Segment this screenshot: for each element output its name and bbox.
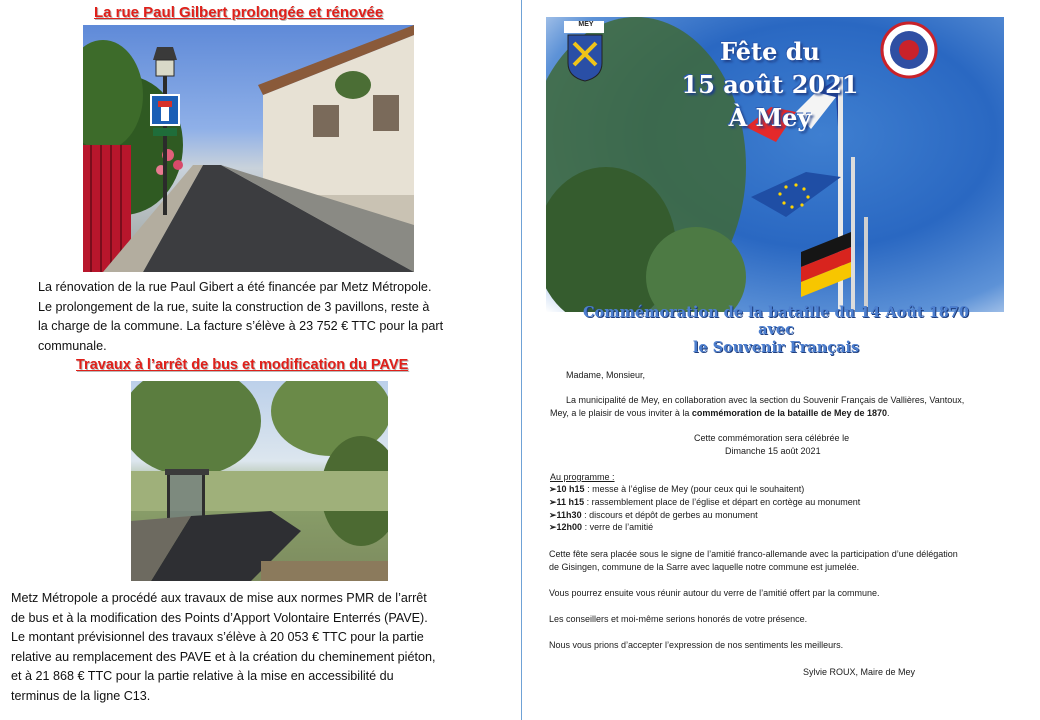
program-text: : discours et dépôt de gerbes au monument: [581, 509, 758, 520]
letter-conseillers-paragraph: Les conseillers et moi-même serions honorés de votre présence.: [549, 614, 808, 624]
program-item: [549, 521, 860, 534]
program-title: Au programme :: [550, 472, 615, 482]
paragraph-line: relative au remplacement des PAVE et à la création du cheminement piéton,: [11, 649, 436, 664]
poster-subtitle-line-1: Commémoration de la bataille du 14 Août 1870: [583, 304, 969, 321]
program-item: [549, 496, 860, 509]
program-time: 12h00: [556, 522, 583, 533]
arrow-bullet-icon: ➢: [549, 484, 557, 494]
letter-line: de Gisingen, commune de la Sarre avec laquelle notre commune est jumelée.: [549, 561, 860, 572]
letter-intro-text: Mey, a le plaisir de vous inviter à la: [550, 407, 692, 418]
program-text: : messe à l’église de Mey (pour ceux qui le souhaitent): [584, 484, 805, 494]
arrow-bullet-icon: ➢: [549, 509, 557, 520]
paragraph-line: de bus et à la modification des Points d’Apport Volontaire Enterrés (PAVE).: [11, 610, 428, 625]
paragraph-line: communale.: [38, 338, 107, 353]
program-time: 10 h15: [556, 484, 585, 494]
arrow-bullet-icon: ➢: [549, 522, 557, 533]
program-text: : rassemblement place de l’église et départ en cortège au monument: [584, 496, 861, 507]
letter-intro-line: La municipalité de Mey, en collaboration avec la section du Souvenir Français de Vallières, Vantoux,: [566, 395, 965, 405]
column-divider: [521, 0, 522, 720]
poster-subtitle-line-3: le Souvenir Français: [692, 339, 860, 356]
poster-title-line-1: Fête du: [720, 37, 820, 66]
paragraph-rue-paul-gilbert: [38, 278, 508, 356]
letter-celebrated: Cette commémoration sera célébrée le: [694, 433, 850, 443]
letter-fete-paragraph: [549, 548, 1019, 574]
street-photo-illustration: [83, 25, 414, 272]
program-text: : verre de l’amitié: [582, 522, 654, 533]
paragraph-line: La rénovation de la rue Paul Gibert a été financée par Metz Métropole.: [38, 280, 432, 294]
letter-intro: [550, 394, 1010, 420]
paragraph-line: Le montant prévisionnel des travaux s’élève à 20 053 € TTC pour la partie: [11, 630, 424, 644]
arrow-bullet-icon: ➢: [549, 496, 557, 507]
bus-stop-illustration: [131, 381, 388, 581]
program-time: 11 h15: [556, 496, 585, 507]
letter-date: Dimanche 15 août 2021: [725, 446, 821, 456]
heading-rue-paul-gilbert: La rue Paul Gilbert prolongée et rénovée: [94, 4, 384, 21]
program-list: [549, 483, 860, 534]
paragraph-line: terminus de la ligne C13.: [11, 688, 151, 703]
letter-signature: Sylvie ROUX, Maire de Mey: [803, 667, 916, 677]
letter-greeting: Madame, Monsieur,: [566, 370, 646, 380]
paragraph-line: Metz Métropole a procédé aux travaux de mise aux normes PMR de l’arrêt: [11, 591, 427, 605]
poster-title-line-2: 15 août 2021: [681, 70, 859, 99]
bus-stop-photo: [131, 381, 388, 581]
poster-subtitle-line-2: avec: [758, 321, 794, 338]
program-time: 11h30: [556, 509, 582, 520]
paragraph-line: et à 21 868 € TTC pour la partie relative à la mise en accessibilité du: [11, 669, 394, 683]
letter-intro-line-2: [550, 407, 1010, 420]
letter-intro-end: .: [886, 407, 890, 418]
crest-label: MEY: [578, 21, 594, 28]
paragraph-line: Le prolongement de la rue, suite la construction de 3 pavillons, reste à: [38, 299, 430, 314]
poster-title-line-3: À Mey: [728, 103, 812, 132]
letter-intro-bold: commémoration de la bataille de Mey de 1870: [691, 407, 887, 418]
paragraph-line: la charge de la commune. La facture s’élève à 23 752 € TTC pour la part: [38, 319, 444, 333]
program-item: [549, 483, 860, 496]
letter-line: Cette fête sera placée sous le signe de l’amitié franco-allemande avec la participation d’une délégation: [549, 549, 958, 559]
letter-sentiments-paragraph: Nous vous prions d’accepter l’expression de nos sentiments les meilleurs.: [549, 640, 844, 650]
heading-travaux-arret-bus: Travaux à l’arrêt de bus et modification du PAVE: [76, 357, 409, 373]
letter-verre-paragraph: Vous pourrez ensuite vous réunir autour du verre de l’amitié offert par la commune.: [549, 588, 880, 598]
paragraph-travaux-arret-bus: [11, 589, 511, 706]
street-photo: [83, 25, 414, 272]
program-item: [549, 509, 860, 522]
